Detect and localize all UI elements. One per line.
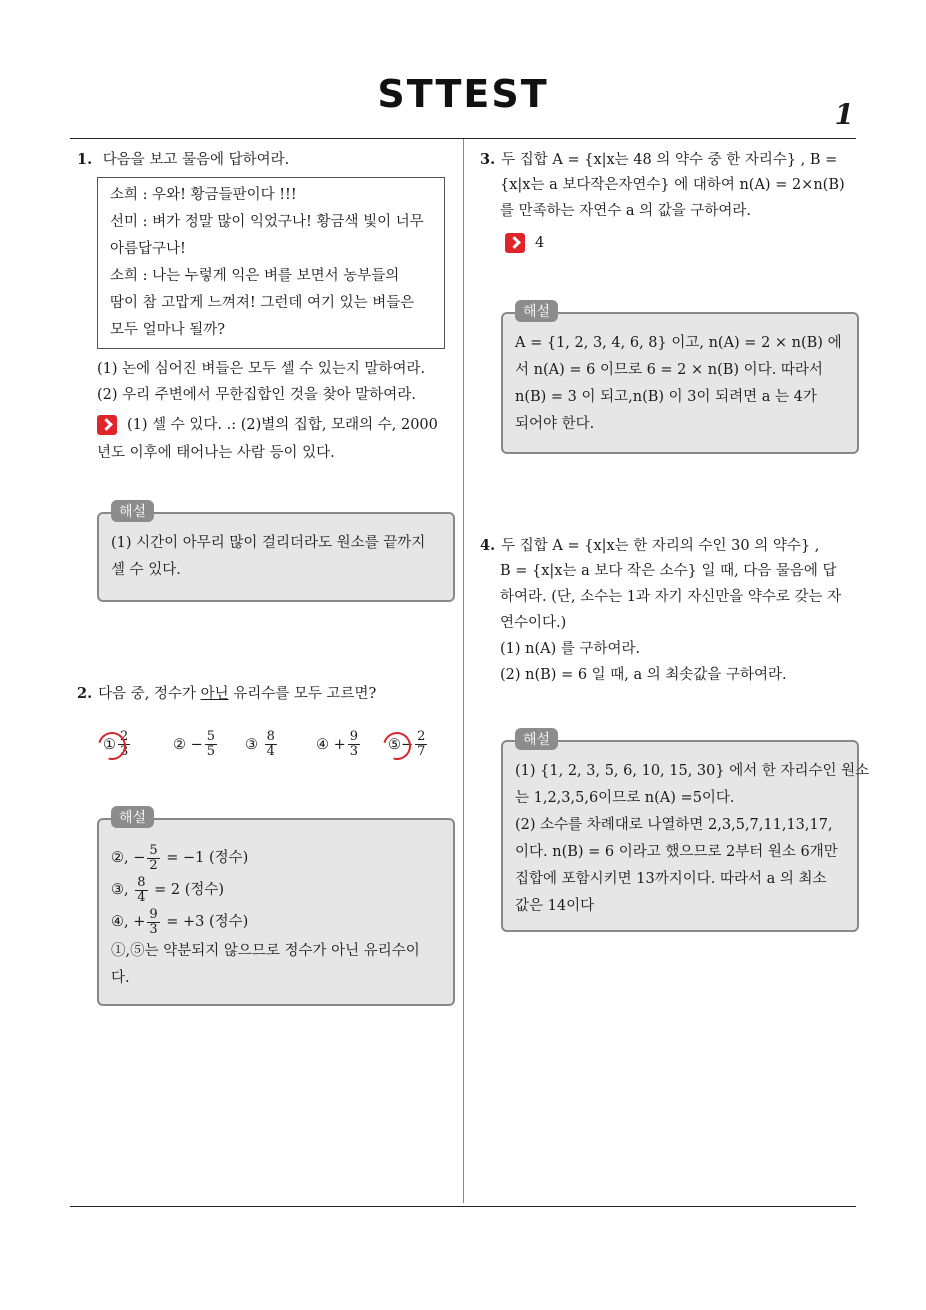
question-prompt: 다음 중, 정수가 bbox=[98, 686, 201, 702]
choice-5[interactable] bbox=[388, 730, 429, 759]
question-prompt: 다음을 보고 물음에 답하여라. bbox=[102, 152, 290, 168]
numerator: 9 bbox=[349, 729, 359, 744]
solution-text: ③, bbox=[111, 882, 134, 898]
denominator: 2 bbox=[149, 857, 158, 873]
numerator: 8 bbox=[137, 874, 146, 890]
solution-line: 서 n(A) = 6 이므로 6 = 2 × n(B) 이다. 따라서 bbox=[515, 362, 823, 378]
question-number: 2. bbox=[77, 685, 93, 702]
numerator: 8 bbox=[266, 729, 275, 744]
choice-3[interactable] bbox=[245, 730, 279, 759]
denominator: 7 bbox=[417, 744, 426, 759]
solution-line: 되어야 한다. bbox=[515, 416, 595, 432]
solution-text: = 2 (정수) bbox=[149, 882, 225, 898]
question-3-line: {x|x는 a 보다작은자연수} 에 대하여 n(A) = 2×n(B) bbox=[500, 177, 845, 193]
choice-mark bbox=[103, 737, 116, 753]
page-number: 1 bbox=[834, 98, 854, 131]
numerator: 2 bbox=[417, 729, 426, 744]
question-4-line: 하여라. (단, 소수는 1과 자기 자신만을 약수로 갖는 자 bbox=[500, 589, 842, 605]
solution-line: n(B) = 3 이 되고,n(B) 이 3이 되려면 a 는 4가 bbox=[515, 389, 817, 405]
solution-line: ①,⑤는 약분되지 않으므로 정수가 아닌 유리수이 bbox=[111, 943, 420, 959]
solution-tag: 해설 bbox=[515, 300, 558, 322]
choice-number: ① bbox=[103, 736, 116, 753]
choice-mark bbox=[388, 737, 401, 753]
selected-circle-icon bbox=[378, 726, 416, 764]
solution-box bbox=[97, 512, 455, 602]
question-4-line: 연수이다.) bbox=[500, 615, 567, 631]
solution-box bbox=[501, 740, 870, 932]
question-prompt-end: 유리수를 모두 고르면? bbox=[228, 686, 377, 702]
choice-number: ④ bbox=[316, 736, 329, 753]
denominator: 3 bbox=[120, 744, 129, 759]
solution-line: 는 1,2,3,5,6이므로 n(A) =5이다. bbox=[515, 790, 735, 806]
dialog-line: 아름답구나! bbox=[110, 241, 186, 257]
denominator: 4 bbox=[266, 744, 275, 759]
solution-text: ④, + bbox=[111, 914, 146, 930]
choice-number: ② bbox=[173, 736, 186, 753]
answer-continued: 년도 이후에 태어나는 사람 등이 있다. bbox=[97, 445, 335, 461]
solution-line: (1) {1, 2, 3, 5, 6, 10, 15, 30} 에서 한 자리수인 원소 bbox=[515, 763, 870, 779]
dialog-line: 소희 : 우와! 황금들판이다 !!! bbox=[110, 187, 297, 203]
sub-question-2: (2) n(B) = 6 일 때, a 의 최솟값을 구하여라. bbox=[500, 667, 787, 683]
question-number: 1. bbox=[77, 151, 93, 168]
solution-line: 이다. n(B) = 6 이라고 했으므로 2부터 원소 6개만 bbox=[515, 844, 838, 860]
denominator: 5 bbox=[206, 744, 216, 759]
solution-line: (2) 소수를 차례대로 나열하면 2,3,5,7,11,13,17, bbox=[515, 817, 833, 833]
answer-text: (1) 셀 수 있다. .: (2)별의 집합, 모래의 수, 2000 bbox=[127, 417, 438, 433]
dialog-line: 소희 : 나는 누렇게 익은 벼를 보면서 농부들의 bbox=[110, 268, 400, 284]
denominator: 3 bbox=[349, 744, 359, 759]
solution-text: = −1 (정수) bbox=[161, 850, 249, 866]
question-3 bbox=[480, 146, 837, 174]
sub-question-1: (1) 논에 심어진 벼들은 모두 셀 수 있는지 말하여라. bbox=[97, 361, 426, 377]
page-title: STTEST bbox=[377, 72, 549, 116]
solution-line: A = {1, 2, 3, 4, 6, 8} 이고, n(A) = 2 × n(B) 에 bbox=[515, 335, 842, 351]
denominator: 3 bbox=[149, 921, 158, 937]
numerator: 5 bbox=[149, 842, 158, 858]
question-prompt: 두 집합 A = {x|x는 한 자리의 수인 30 의 약수} , bbox=[501, 538, 820, 554]
solution-fraction bbox=[147, 844, 159, 873]
question-4-line: B = {x|x는 a 보다 작은 소수} 일 때, 다음 물음에 답 bbox=[500, 563, 837, 579]
column-divider bbox=[463, 139, 464, 1203]
numerator: 2 bbox=[120, 729, 129, 744]
question-4 bbox=[480, 532, 819, 560]
question-3-line: 를 만족하는 자연수 a 의 값을 구하여라. bbox=[500, 203, 752, 219]
solution-line: 다. bbox=[111, 970, 130, 986]
solution-box bbox=[501, 312, 859, 454]
solution-line: 셀 수 있다. bbox=[111, 562, 181, 578]
choice-1[interactable] bbox=[103, 730, 132, 759]
footer-rule bbox=[70, 1206, 856, 1207]
answer bbox=[97, 412, 438, 439]
sub-question-1: (1) n(A) 를 구하여라. bbox=[500, 641, 641, 657]
dialog-line: 모두 얼마나 될까? bbox=[110, 322, 226, 338]
choice-sign: + bbox=[333, 736, 346, 753]
choice-fraction bbox=[265, 730, 277, 759]
sub-question-2: (2) 우리 주변에서 무한집합인 것을 찾아 말하여라. bbox=[97, 387, 416, 403]
solution-box bbox=[97, 818, 455, 1006]
choice-number: ③ bbox=[245, 736, 258, 753]
choice-fraction bbox=[348, 730, 360, 759]
choice-sign: − bbox=[401, 736, 414, 753]
solution-line: (1) 시간이 아무리 많이 걸리더라도 원소를 끝까지 bbox=[111, 535, 426, 551]
solution-text: ②, − bbox=[111, 850, 146, 866]
choice-2[interactable] bbox=[173, 730, 219, 759]
question-number: 4. bbox=[480, 537, 496, 554]
answer-text: 4 bbox=[535, 235, 545, 251]
question-1 bbox=[77, 146, 289, 174]
question-prompt: 두 집합 A = {x|x는 48 의 약수 중 한 자리수} , B = bbox=[501, 152, 838, 168]
question-2 bbox=[77, 680, 376, 708]
solution-line bbox=[99, 906, 453, 938]
solution-tag: 해설 bbox=[111, 806, 154, 828]
choice-number: ⑤ bbox=[388, 736, 401, 753]
solution-line bbox=[99, 842, 453, 874]
solution-tag: 해설 bbox=[111, 500, 154, 522]
answer bbox=[505, 230, 544, 257]
question-number: 3. bbox=[480, 151, 496, 168]
choice-fraction bbox=[415, 730, 427, 759]
solution-line: 값은 14이다 bbox=[515, 898, 595, 914]
choice-sign: − bbox=[190, 736, 203, 753]
underlined-word: 아닌 bbox=[200, 686, 229, 702]
choice-4[interactable] bbox=[316, 730, 362, 759]
denominator: 4 bbox=[137, 889, 146, 905]
solution-fraction bbox=[135, 876, 147, 905]
choice-fraction bbox=[205, 730, 217, 759]
answer-arrow-icon bbox=[505, 233, 525, 253]
dialog-box bbox=[97, 177, 445, 349]
numerator: 9 bbox=[149, 906, 158, 922]
dialog-line: 땀이 참 고맙게 느껴져! 그런데 여기 있는 벼들은 bbox=[110, 295, 415, 311]
dialog-line: 선미 : 벼가 정말 많이 익었구나! 황금색 빛이 너무 bbox=[110, 214, 424, 230]
solution-fraction bbox=[147, 908, 159, 937]
solution-tag: 해설 bbox=[515, 728, 558, 750]
numerator: 5 bbox=[206, 729, 216, 744]
answer-arrow-icon bbox=[97, 415, 117, 435]
solution-line: 집합에 포함시키면 13까지이다. 따라서 a 의 최소 bbox=[515, 871, 827, 887]
solution-text: = +3 (정수) bbox=[161, 914, 249, 930]
solution-line bbox=[99, 874, 453, 906]
